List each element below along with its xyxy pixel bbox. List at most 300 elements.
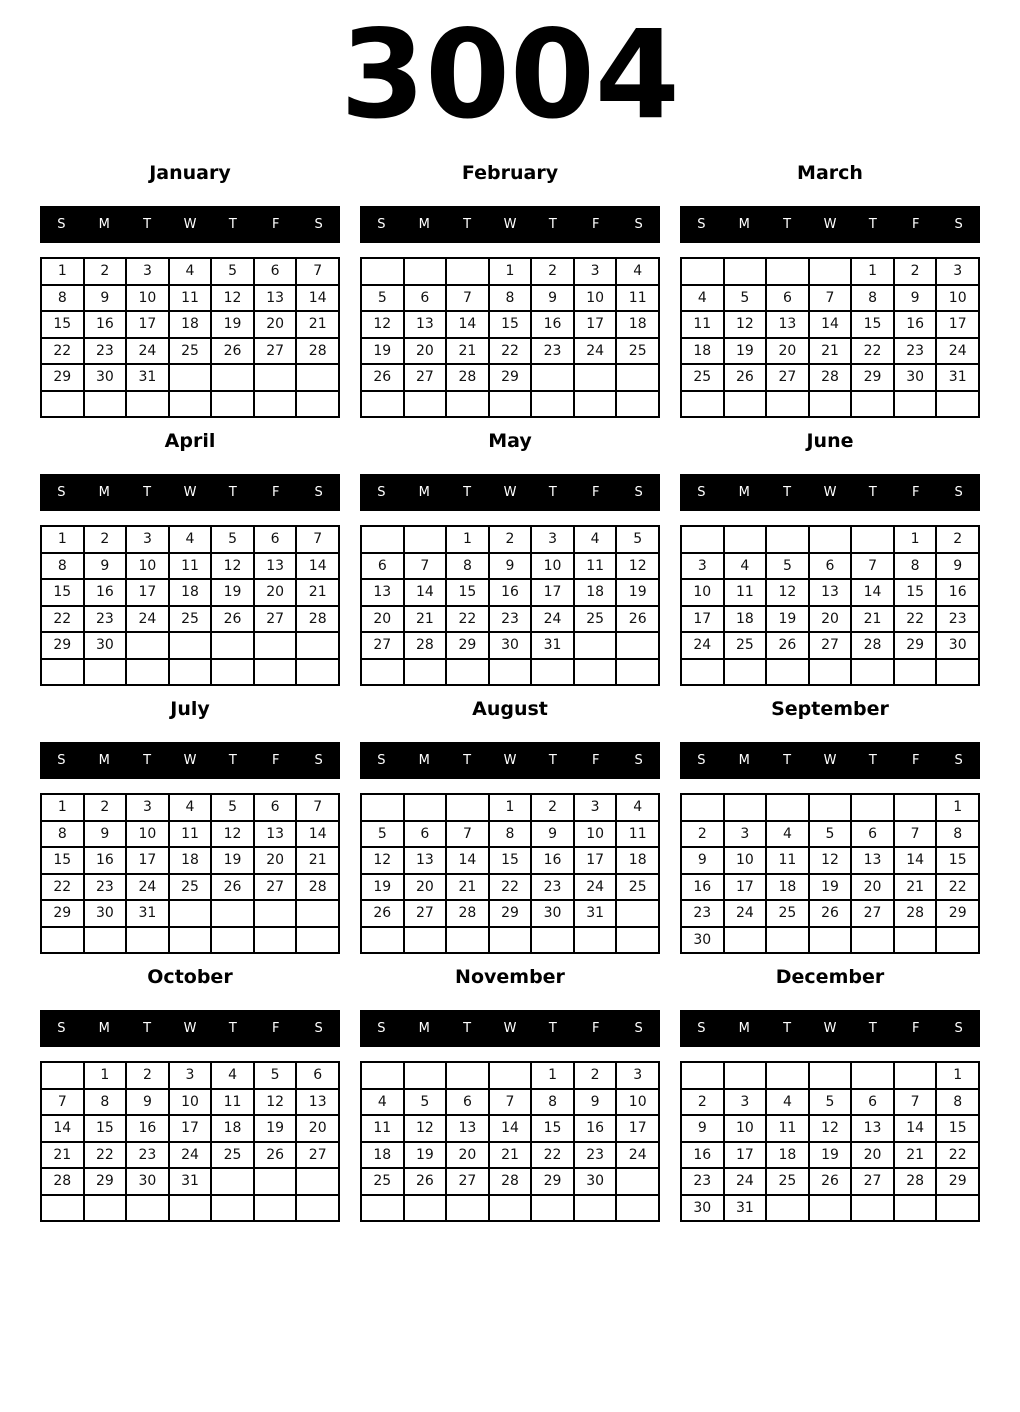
date-cell: 4 bbox=[681, 285, 724, 312]
date-cell: 17 bbox=[126, 311, 169, 338]
weekday-label: T bbox=[868, 485, 877, 500]
weekday-label: S bbox=[697, 485, 706, 500]
empty-cell bbox=[84, 1195, 127, 1222]
weekday-label: T bbox=[143, 1021, 152, 1036]
empty-cell bbox=[404, 659, 447, 686]
date-cell: 20 bbox=[296, 1115, 339, 1142]
date-cell: 17 bbox=[936, 311, 979, 338]
weekday-label: M bbox=[98, 217, 110, 232]
empty-cell bbox=[404, 1062, 447, 1089]
date-cell: 31 bbox=[126, 364, 169, 391]
empty-cell bbox=[446, 391, 489, 418]
date-cell: 11 bbox=[169, 553, 212, 580]
date-cell: 8 bbox=[41, 821, 84, 848]
date-cell: 19 bbox=[404, 1142, 447, 1169]
date-cell: 28 bbox=[404, 632, 447, 659]
weekday-header-row bbox=[680, 1010, 980, 1047]
weekday-label: T bbox=[463, 1021, 472, 1036]
date-cell: 29 bbox=[851, 364, 894, 391]
date-cell: 8 bbox=[489, 285, 532, 312]
weekday-label: F bbox=[591, 1021, 600, 1036]
date-cell: 1 bbox=[41, 794, 84, 821]
date-cell: 1 bbox=[446, 526, 489, 553]
empty-cell bbox=[766, 1062, 809, 1089]
empty-cell bbox=[41, 659, 84, 686]
date-cell: 4 bbox=[361, 1089, 404, 1116]
date-cell: 15 bbox=[41, 847, 84, 874]
date-cell: 26 bbox=[766, 632, 809, 659]
date-cell: 7 bbox=[809, 285, 852, 312]
date-cell: 20 bbox=[446, 1142, 489, 1169]
weekday-label: T bbox=[143, 753, 152, 768]
weekday-label: M bbox=[738, 485, 750, 500]
empty-cell bbox=[489, 659, 532, 686]
date-cell: 16 bbox=[681, 1142, 724, 1169]
date-cell: 2 bbox=[681, 1089, 724, 1116]
date-cell: 26 bbox=[254, 1142, 297, 1169]
weekday-label: S bbox=[57, 217, 66, 232]
date-cell: 9 bbox=[531, 285, 574, 312]
date-cell: 19 bbox=[616, 579, 659, 606]
date-cell: 6 bbox=[766, 285, 809, 312]
date-cell: 11 bbox=[574, 553, 617, 580]
weekday-label: F bbox=[271, 217, 280, 232]
date-cell: 10 bbox=[126, 553, 169, 580]
month-section bbox=[40, 697, 340, 954]
date-cell: 20 bbox=[766, 338, 809, 365]
date-cell: 17 bbox=[169, 1115, 212, 1142]
empty-cell bbox=[84, 391, 127, 418]
date-cell: 31 bbox=[531, 632, 574, 659]
date-cell: 13 bbox=[446, 1115, 489, 1142]
date-cell: 13 bbox=[296, 1089, 339, 1116]
empty-cell bbox=[894, 659, 937, 686]
weekday-label: M bbox=[418, 753, 430, 768]
empty-cell bbox=[766, 794, 809, 821]
date-cell: 25 bbox=[169, 338, 212, 365]
empty-cell bbox=[169, 391, 212, 418]
date-cell: 6 bbox=[254, 526, 297, 553]
date-cell: 15 bbox=[936, 1115, 979, 1142]
date-cell: 6 bbox=[296, 1062, 339, 1089]
date-cell: 13 bbox=[404, 311, 447, 338]
date-cell: 5 bbox=[404, 1089, 447, 1116]
empty-cell bbox=[404, 526, 447, 553]
empty-cell bbox=[766, 659, 809, 686]
weekday-label: M bbox=[738, 753, 750, 768]
date-cell: 14 bbox=[489, 1115, 532, 1142]
empty-cell bbox=[169, 927, 212, 954]
empty-cell bbox=[809, 391, 852, 418]
weekday-label: F bbox=[591, 753, 600, 768]
weekday-label: S bbox=[697, 217, 706, 232]
date-cell: 29 bbox=[936, 1168, 979, 1195]
date-cell: 4 bbox=[616, 258, 659, 285]
empty-cell bbox=[681, 258, 724, 285]
empty-cell bbox=[894, 1195, 937, 1222]
weekday-label: F bbox=[271, 485, 280, 500]
date-cell: 8 bbox=[446, 553, 489, 580]
date-cell: 15 bbox=[894, 579, 937, 606]
weekday-label: S bbox=[57, 485, 66, 500]
empty-cell bbox=[894, 391, 937, 418]
weekday-label: T bbox=[868, 1021, 877, 1036]
date-cell: 1 bbox=[41, 526, 84, 553]
empty-cell bbox=[489, 1195, 532, 1222]
empty-cell bbox=[851, 927, 894, 954]
empty-cell bbox=[574, 632, 617, 659]
weekday-header-row bbox=[40, 206, 340, 243]
empty-cell bbox=[531, 659, 574, 686]
date-cell: 24 bbox=[126, 874, 169, 901]
date-cell: 28 bbox=[296, 606, 339, 633]
month-title: August bbox=[472, 698, 548, 720]
date-cell: 18 bbox=[169, 311, 212, 338]
date-cell: 15 bbox=[936, 847, 979, 874]
date-cell: 19 bbox=[361, 874, 404, 901]
empty-cell bbox=[169, 364, 212, 391]
date-cell: 27 bbox=[446, 1168, 489, 1195]
date-cell: 13 bbox=[851, 847, 894, 874]
date-cell: 19 bbox=[766, 606, 809, 633]
empty-cell bbox=[616, 391, 659, 418]
date-cell: 23 bbox=[681, 900, 724, 927]
empty-cell bbox=[809, 1062, 852, 1089]
date-cell: 4 bbox=[724, 553, 767, 580]
weekday-label: S bbox=[57, 753, 66, 768]
date-cell: 12 bbox=[724, 311, 767, 338]
empty-cell bbox=[809, 927, 852, 954]
date-cell: 3 bbox=[616, 1062, 659, 1089]
date-cell: 21 bbox=[296, 579, 339, 606]
date-cell: 10 bbox=[169, 1089, 212, 1116]
date-cell: 14 bbox=[296, 821, 339, 848]
date-cell: 7 bbox=[296, 794, 339, 821]
date-cell: 25 bbox=[169, 874, 212, 901]
date-cell: 15 bbox=[41, 311, 84, 338]
date-cell: 28 bbox=[296, 874, 339, 901]
empty-cell bbox=[766, 258, 809, 285]
date-cell: 2 bbox=[84, 794, 127, 821]
date-cell: 24 bbox=[936, 338, 979, 365]
date-cell: 11 bbox=[724, 579, 767, 606]
date-cell: 16 bbox=[531, 847, 574, 874]
empty-cell bbox=[361, 927, 404, 954]
date-cell: 18 bbox=[766, 1142, 809, 1169]
date-cell: 25 bbox=[574, 606, 617, 633]
date-cell: 5 bbox=[361, 821, 404, 848]
date-cell: 25 bbox=[724, 632, 767, 659]
date-cell: 14 bbox=[894, 847, 937, 874]
month-date-grid bbox=[680, 1061, 980, 1222]
weekday-label: W bbox=[823, 1021, 837, 1036]
date-cell: 22 bbox=[936, 874, 979, 901]
empty-cell bbox=[211, 364, 254, 391]
date-cell: 11 bbox=[169, 821, 212, 848]
date-cell: 18 bbox=[681, 338, 724, 365]
weekday-label: S bbox=[314, 485, 323, 500]
weekday-label: F bbox=[591, 485, 600, 500]
date-cell: 18 bbox=[169, 847, 212, 874]
empty-cell bbox=[766, 927, 809, 954]
date-cell: 15 bbox=[489, 311, 532, 338]
date-cell: 4 bbox=[169, 794, 212, 821]
date-cell: 21 bbox=[446, 874, 489, 901]
date-cell: 6 bbox=[446, 1089, 489, 1116]
date-cell: 27 bbox=[766, 364, 809, 391]
date-cell: 16 bbox=[531, 311, 574, 338]
empty-cell bbox=[296, 900, 339, 927]
empty-cell bbox=[681, 794, 724, 821]
date-cell: 25 bbox=[211, 1142, 254, 1169]
date-cell: 18 bbox=[211, 1115, 254, 1142]
date-cell: 6 bbox=[404, 285, 447, 312]
empty-cell bbox=[211, 1195, 254, 1222]
empty-cell bbox=[724, 794, 767, 821]
date-cell: 31 bbox=[126, 900, 169, 927]
empty-cell bbox=[574, 1195, 617, 1222]
date-cell: 23 bbox=[681, 1168, 724, 1195]
date-cell: 27 bbox=[851, 1168, 894, 1195]
empty-cell bbox=[404, 794, 447, 821]
month-section bbox=[680, 697, 980, 954]
weekday-label: W bbox=[183, 217, 197, 232]
date-cell: 5 bbox=[211, 526, 254, 553]
empty-cell bbox=[296, 1195, 339, 1222]
date-cell: 20 bbox=[254, 847, 297, 874]
date-cell: 26 bbox=[404, 1168, 447, 1195]
empty-cell bbox=[296, 927, 339, 954]
weekday-header-row bbox=[40, 474, 340, 511]
weekday-label: S bbox=[314, 753, 323, 768]
date-cell: 28 bbox=[296, 338, 339, 365]
date-cell: 1 bbox=[489, 794, 532, 821]
date-cell: 24 bbox=[724, 1168, 767, 1195]
empty-cell bbox=[404, 391, 447, 418]
date-cell: 9 bbox=[574, 1089, 617, 1116]
date-cell: 21 bbox=[851, 606, 894, 633]
empty-cell bbox=[809, 659, 852, 686]
date-cell: 25 bbox=[681, 364, 724, 391]
empty-cell bbox=[851, 659, 894, 686]
empty-cell bbox=[724, 927, 767, 954]
empty-cell bbox=[296, 632, 339, 659]
date-cell: 3 bbox=[126, 526, 169, 553]
date-cell: 19 bbox=[809, 1142, 852, 1169]
empty-cell bbox=[446, 927, 489, 954]
date-cell: 28 bbox=[446, 900, 489, 927]
date-cell: 7 bbox=[851, 553, 894, 580]
date-cell: 2 bbox=[84, 526, 127, 553]
date-cell: 10 bbox=[681, 579, 724, 606]
date-cell: 21 bbox=[809, 338, 852, 365]
date-cell: 3 bbox=[724, 1089, 767, 1116]
date-cell: 31 bbox=[724, 1195, 767, 1222]
weekday-label: M bbox=[98, 753, 110, 768]
month-title: April bbox=[164, 430, 216, 452]
date-cell: 3 bbox=[681, 553, 724, 580]
date-cell: 22 bbox=[446, 606, 489, 633]
date-cell: 14 bbox=[41, 1115, 84, 1142]
date-cell: 21 bbox=[894, 1142, 937, 1169]
empty-cell bbox=[574, 364, 617, 391]
date-cell: 23 bbox=[126, 1142, 169, 1169]
month-title: June bbox=[806, 430, 854, 452]
date-cell: 19 bbox=[211, 579, 254, 606]
date-cell: 17 bbox=[531, 579, 574, 606]
date-cell: 14 bbox=[296, 285, 339, 312]
date-cell: 7 bbox=[446, 821, 489, 848]
date-cell: 15 bbox=[531, 1115, 574, 1142]
date-cell: 27 bbox=[404, 364, 447, 391]
empty-cell bbox=[169, 1195, 212, 1222]
date-cell: 8 bbox=[936, 1089, 979, 1116]
date-cell: 27 bbox=[254, 874, 297, 901]
empty-cell bbox=[766, 391, 809, 418]
date-cell: 10 bbox=[126, 285, 169, 312]
date-cell: 26 bbox=[809, 1168, 852, 1195]
weekday-label: T bbox=[463, 217, 472, 232]
empty-cell bbox=[41, 1195, 84, 1222]
date-cell: 29 bbox=[41, 900, 84, 927]
month-title: February bbox=[461, 162, 559, 184]
weekday-label: T bbox=[548, 217, 557, 232]
empty-cell bbox=[361, 794, 404, 821]
date-cell: 23 bbox=[84, 606, 127, 633]
date-cell: 30 bbox=[126, 1168, 169, 1195]
date-cell: 30 bbox=[894, 364, 937, 391]
empty-cell bbox=[84, 659, 127, 686]
weekday-label: F bbox=[271, 753, 280, 768]
date-cell: 3 bbox=[126, 258, 169, 285]
empty-cell bbox=[211, 391, 254, 418]
empty-cell bbox=[361, 1062, 404, 1089]
month-title: September bbox=[771, 698, 889, 720]
date-cell: 10 bbox=[724, 1115, 767, 1142]
weekday-label: T bbox=[548, 485, 557, 500]
date-cell: 23 bbox=[84, 338, 127, 365]
date-cell: 27 bbox=[254, 338, 297, 365]
weekday-label: S bbox=[634, 485, 643, 500]
date-cell: 17 bbox=[724, 874, 767, 901]
date-cell: 5 bbox=[211, 794, 254, 821]
date-cell: 15 bbox=[851, 311, 894, 338]
weekday-label: W bbox=[823, 753, 837, 768]
weekday-label: W bbox=[823, 485, 837, 500]
empty-cell bbox=[616, 364, 659, 391]
date-cell: 22 bbox=[41, 874, 84, 901]
empty-cell bbox=[41, 927, 84, 954]
weekday-label: T bbox=[463, 485, 472, 500]
date-cell: 25 bbox=[169, 606, 212, 633]
weekday-label: T bbox=[548, 1021, 557, 1036]
weekday-header-row bbox=[40, 1010, 340, 1047]
weekday-label: T bbox=[783, 753, 792, 768]
empty-cell bbox=[766, 1195, 809, 1222]
date-cell: 7 bbox=[296, 526, 339, 553]
date-cell: 16 bbox=[84, 311, 127, 338]
empty-cell bbox=[894, 927, 937, 954]
date-cell: 25 bbox=[766, 900, 809, 927]
empty-cell bbox=[681, 391, 724, 418]
date-cell: 10 bbox=[574, 285, 617, 312]
empty-cell bbox=[851, 526, 894, 553]
month-title: March bbox=[797, 162, 863, 184]
date-cell: 1 bbox=[84, 1062, 127, 1089]
date-cell: 3 bbox=[531, 526, 574, 553]
date-cell: 1 bbox=[489, 258, 532, 285]
empty-cell bbox=[724, 258, 767, 285]
month-date-grid bbox=[360, 525, 660, 686]
date-cell: 1 bbox=[894, 526, 937, 553]
date-cell: 27 bbox=[361, 632, 404, 659]
empty-cell bbox=[531, 927, 574, 954]
empty-cell bbox=[254, 927, 297, 954]
date-cell: 15 bbox=[489, 847, 532, 874]
date-cell: 10 bbox=[574, 821, 617, 848]
date-cell: 24 bbox=[574, 338, 617, 365]
date-cell: 20 bbox=[254, 311, 297, 338]
date-cell: 11 bbox=[169, 285, 212, 312]
date-cell: 14 bbox=[404, 579, 447, 606]
weekday-label: T bbox=[228, 485, 237, 500]
weekday-label: S bbox=[634, 753, 643, 768]
date-cell: 28 bbox=[489, 1168, 532, 1195]
date-cell: 10 bbox=[724, 847, 767, 874]
weekday-label: M bbox=[738, 1021, 750, 1036]
weekday-label: T bbox=[143, 485, 152, 500]
date-cell: 22 bbox=[531, 1142, 574, 1169]
date-cell: 11 bbox=[361, 1115, 404, 1142]
date-cell: 1 bbox=[531, 1062, 574, 1089]
date-cell: 12 bbox=[809, 847, 852, 874]
calendar-grid bbox=[0, 161, 1020, 1222]
date-cell: 30 bbox=[681, 1195, 724, 1222]
empty-cell bbox=[489, 1062, 532, 1089]
month-section bbox=[40, 161, 340, 418]
date-cell: 22 bbox=[41, 606, 84, 633]
weekday-label: T bbox=[228, 217, 237, 232]
date-cell: 23 bbox=[936, 606, 979, 633]
date-cell: 29 bbox=[489, 900, 532, 927]
date-cell: 7 bbox=[404, 553, 447, 580]
weekday-label: M bbox=[738, 217, 750, 232]
empty-cell bbox=[404, 927, 447, 954]
date-cell: 16 bbox=[84, 847, 127, 874]
date-cell: 6 bbox=[254, 258, 297, 285]
empty-cell bbox=[681, 526, 724, 553]
date-cell: 1 bbox=[41, 258, 84, 285]
date-cell: 29 bbox=[894, 632, 937, 659]
empty-cell bbox=[616, 1168, 659, 1195]
weekday-label: F bbox=[911, 217, 920, 232]
date-cell: 14 bbox=[446, 311, 489, 338]
date-cell: 12 bbox=[211, 553, 254, 580]
weekday-label: T bbox=[868, 753, 877, 768]
date-cell: 28 bbox=[446, 364, 489, 391]
month-section bbox=[40, 965, 340, 1222]
date-cell: 16 bbox=[681, 874, 724, 901]
date-cell: 20 bbox=[404, 338, 447, 365]
date-cell: 24 bbox=[574, 874, 617, 901]
date-cell: 8 bbox=[894, 553, 937, 580]
empty-cell bbox=[361, 1195, 404, 1222]
date-cell: 7 bbox=[41, 1089, 84, 1116]
empty-cell bbox=[404, 258, 447, 285]
date-cell: 8 bbox=[531, 1089, 574, 1116]
date-cell: 29 bbox=[84, 1168, 127, 1195]
date-cell: 27 bbox=[809, 632, 852, 659]
